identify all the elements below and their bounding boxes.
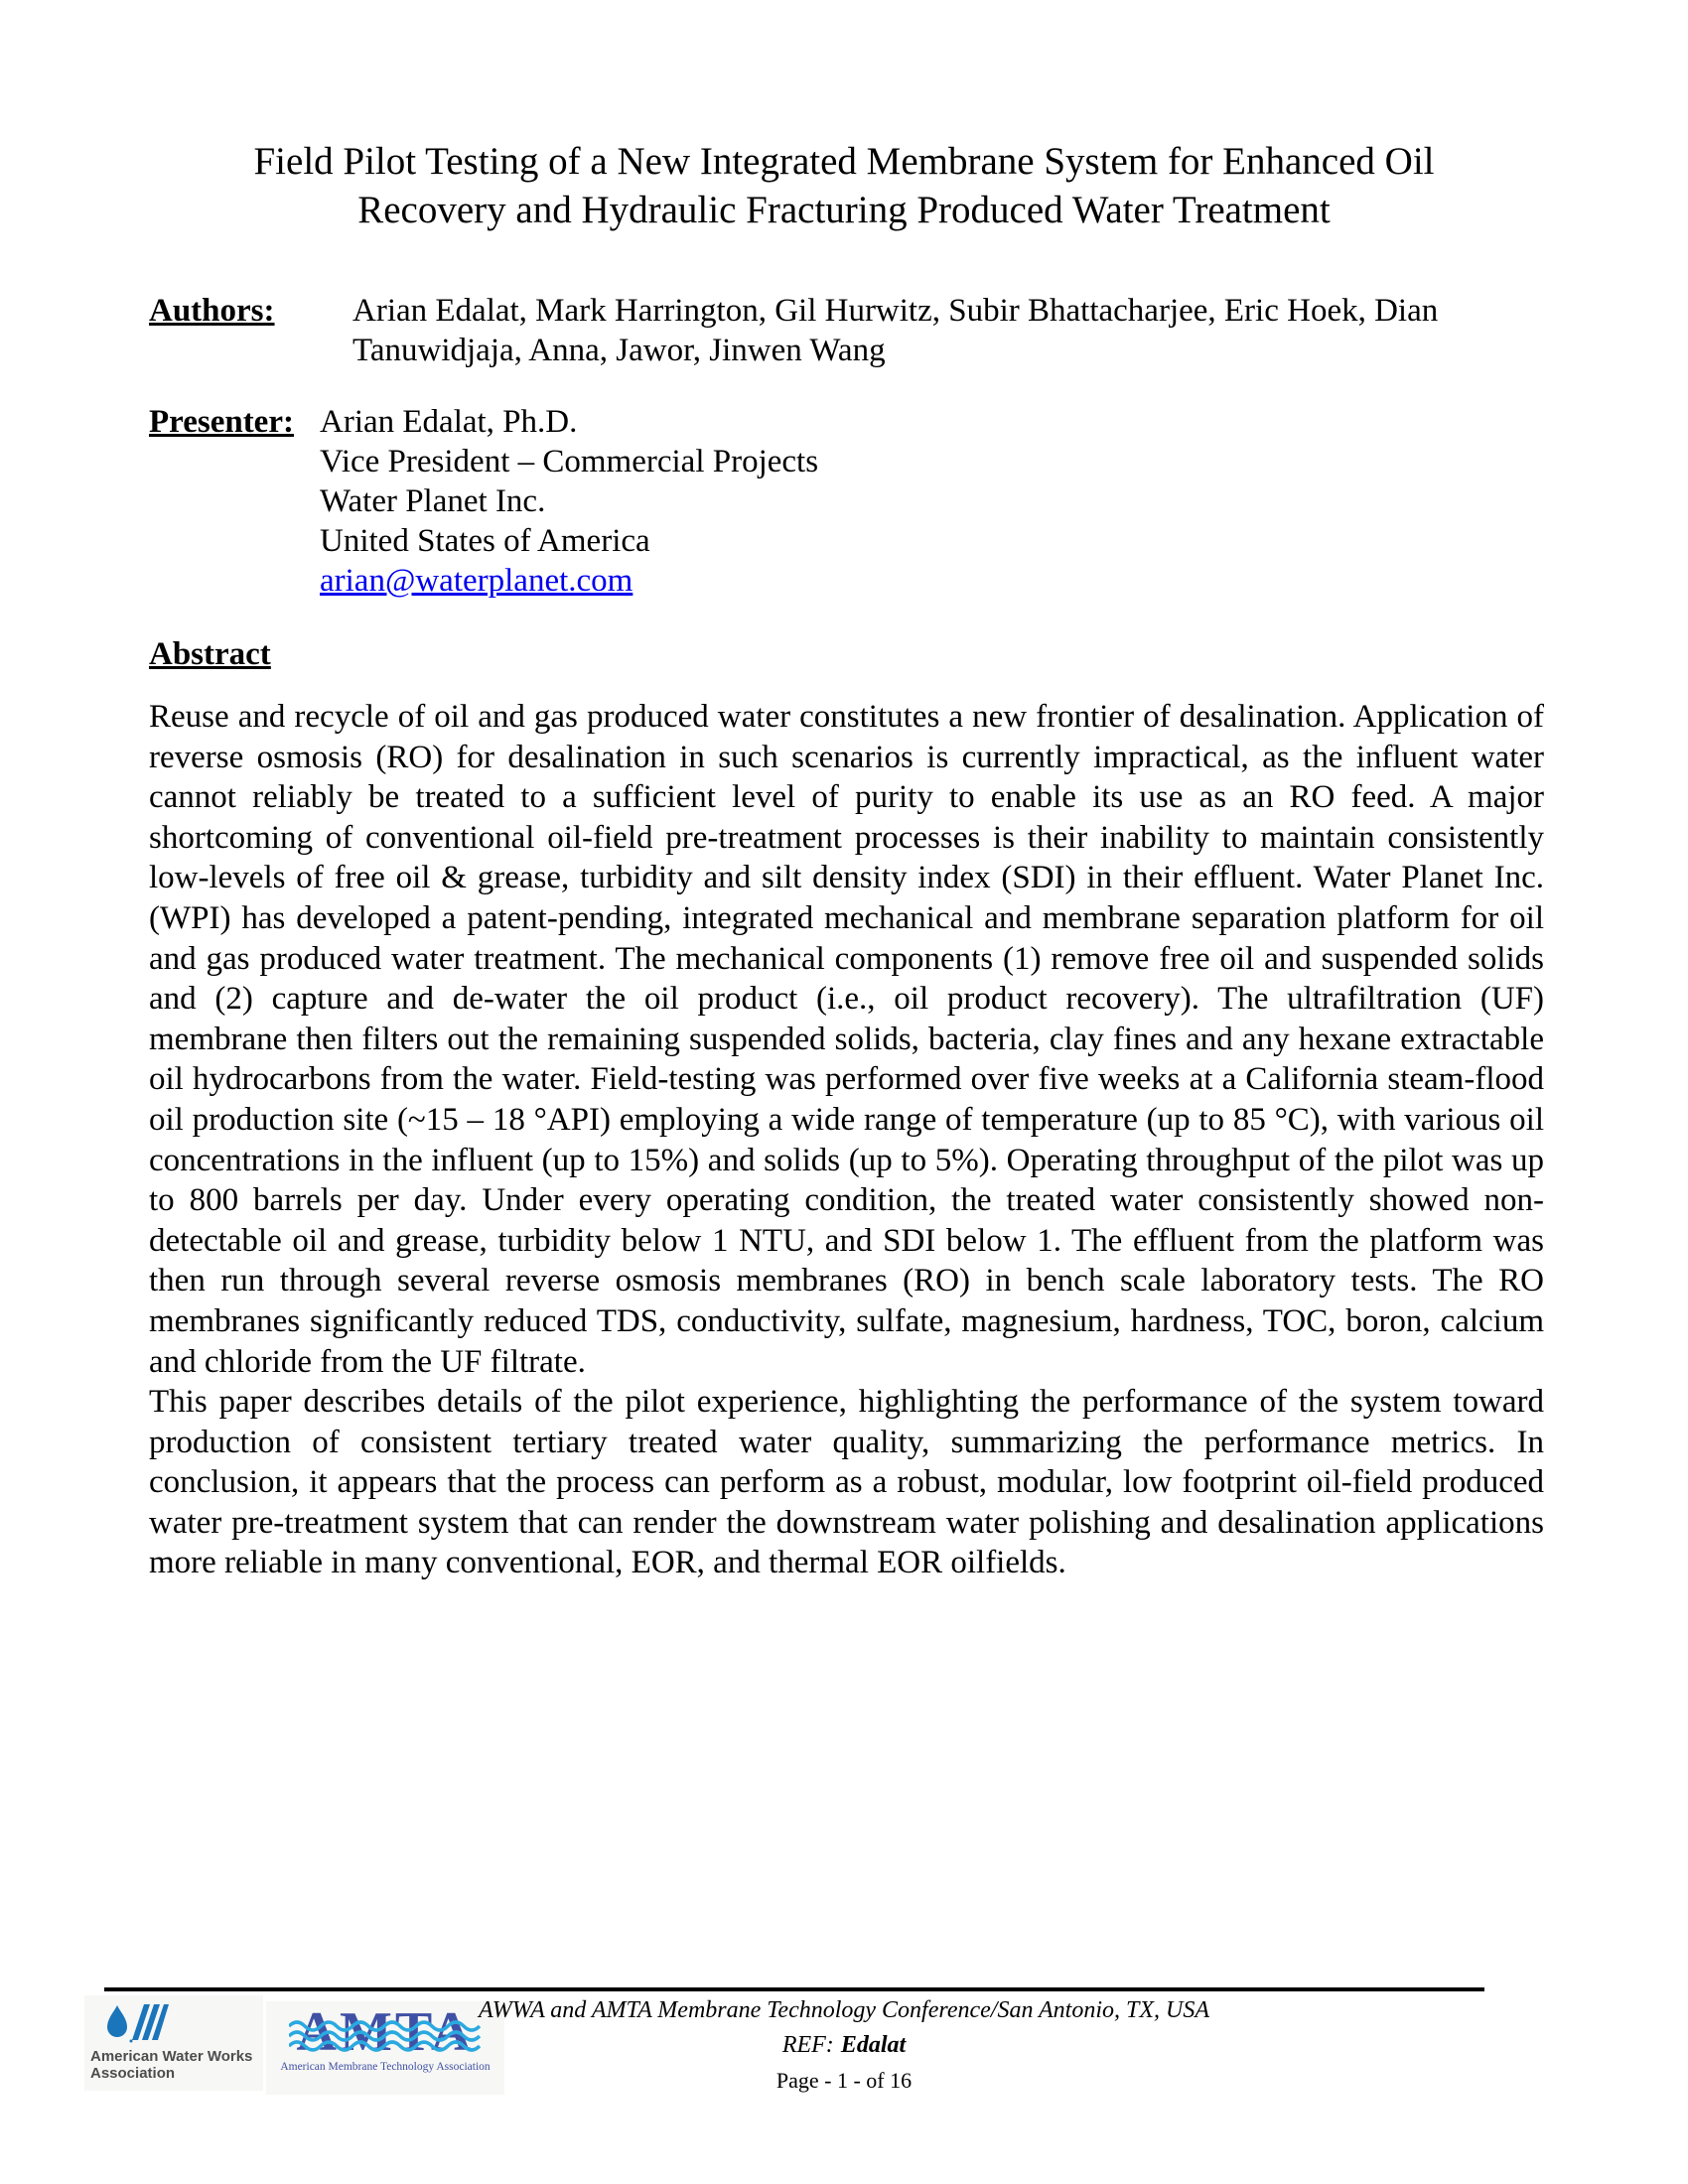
amta-logo-word: AMTA <box>296 2001 475 2063</box>
footer-text-block <box>149 1993 1539 2098</box>
footer-ref-label: REF: <box>781 2032 834 2058</box>
paper-title-line2: Recovery and Hydraulic Fracturing Produced Water Treatment <box>357 189 1331 231</box>
presenter-email-link[interactable]: arian@waterplanet.com <box>320 563 633 599</box>
authors-row <box>149 291 1544 370</box>
footer-conference-line: AWWA and AMTA Membrane Technology Conference/San Antonio, TX, USA <box>478 1997 1210 2023</box>
paper-title-line1: Field Pilot Testing of a New Integrated Membrane System for Enhanced Oil <box>253 140 1435 183</box>
abstract-paragraph-2: This paper describes details of the pilot experience, highlighting the performance of the system toward production of consistent tertiary treated water quality, summarizing the performance metrics. In conclusion, it appears that the process can perform as a robust, modular, low footprint oil-field produced water pre-treatment system that can render the downstream water polishing and desalination applications more reliable in many conventional, EOR, and thermal EOR oilfields. <box>149 1384 1544 1581</box>
awwa-logo-text-line1: American Water Works <box>90 2048 253 2065</box>
presenter-country: United States of America <box>320 523 650 559</box>
amta-logo-caption: American Membrane Technology Association <box>280 2061 491 2073</box>
authors-names: Arian Edalat, Mark Harrington, Gil Hurwitz, Subir Bhattacharjee, Eric Hoek, Dian Tanuwidjaja, Anna, Jawor, Jinwen Wang <box>352 293 1439 368</box>
footer-ref-line <box>149 2028 1539 2063</box>
abstract-heading: Abstract <box>149 636 271 672</box>
presenter-name: Arian Edalat, Ph.D. <box>320 404 578 440</box>
paper-title <box>99 137 1589 234</box>
footer-ref-value: Edalat <box>840 2032 907 2058</box>
footer-divider <box>104 1987 1484 1991</box>
presenter-label: Presenter: <box>149 404 294 440</box>
awwa-logo-text-line2: Association <box>90 2065 176 2082</box>
presenter-row <box>149 402 1544 601</box>
footer-page-number: Page - 1 - of 16 <box>775 2068 913 2093</box>
presenter-company: Water Planet Inc. <box>320 483 546 519</box>
presenter-job-title: Vice President – Commercial Projects <box>320 444 819 479</box>
abstract-paragraph-1: Reuse and recycle of oil and gas produced water constitutes a new frontier of desalination. Application of reverse osmosis (RO) for desalination in such scenarios is currently impractical, as the influent water cannot reliably be treated to a sufficient level of purity to enable its use as an RO feed. A major shortcoming of conventional oil-field pre-treatment processes is their inability to maintain consistently low-levels of free oil & grease, turbidity and silt density index (SDI) in their effluent. Water Planet Inc. (WPI) has developed a patent-pending, integrated mechanical and membrane separation platform for oil and gas produced water treatment. The mechanical components (1) remove free oil and suspended solids and (2) capture and de-water the oil product (i.e., oil product recovery). The ultrafiltration (UF) membrane then filters out the remaining suspended solids, bacteria, clay fines and any hexane extractable oil hydrocarbons from the water. Field-testing was performed over five weeks at a California steam-flood oil production site (~15 – 18 °API) employing a wide range of temperature (up to 85 °C), with various oil concentrations in the influent (up to 15%) and solids (up to 5%). Operating throughput of the pilot was up to 800 barrels per day. Under every operating condition, the treated water consistently showed non-detectable oil and grease, turbidity below 1 NTU, and SDI below 1. The effluent from the platform was then run through several reverse osmosis membranes (RO) in bench scale laboratory tests. The RO membranes significantly reduced TDS, conductivity, sulfate, magnesium, hardness, TOC, boron, calcium and chloride from the UF filtrate. <box>149 699 1544 1380</box>
authors-label: Authors: <box>149 293 275 329</box>
